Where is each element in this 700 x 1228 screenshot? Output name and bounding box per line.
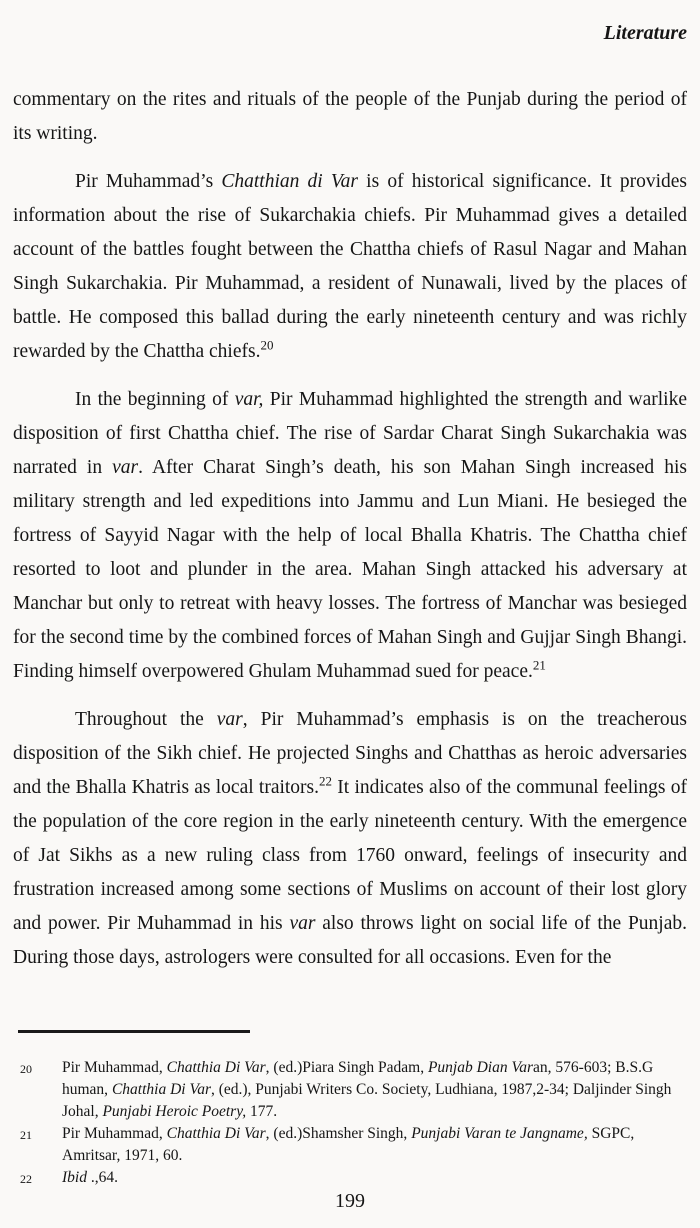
text-segment: In the beginning of bbox=[75, 389, 235, 410]
text-segment: Pir Muhammad’s bbox=[75, 171, 222, 192]
footnote-number: 21 bbox=[20, 1128, 32, 1142]
paragraph-4 bbox=[13, 703, 687, 975]
text-segment: an, 576-603; B.S.G human, bbox=[62, 1059, 654, 1098]
text-segment: .,64. bbox=[86, 1169, 118, 1186]
footnote-separator-rule bbox=[18, 1030, 250, 1033]
text-segment: Pir Muhammad, bbox=[62, 1125, 167, 1142]
page-content bbox=[13, 0, 687, 989]
text-segment: , (ed.)Shamsher Singh, bbox=[265, 1125, 412, 1142]
text-segment: commentary on the rites and rituals of the people of the Punjab during the period of its writing. bbox=[13, 89, 687, 144]
text-segment: Chatthian di Var bbox=[221, 171, 358, 192]
text-segment: Pir Muhammad highlighted the strength and warlike disposition of first Chattha chief. The rise of Sardar Charat Singh Sukarchakia was narrated in bbox=[13, 389, 687, 478]
footnote-marker: 22 bbox=[319, 773, 333, 789]
text-segment: 177. bbox=[246, 1103, 278, 1120]
text-segment: Punjabi Varan te Jangname, bbox=[411, 1125, 588, 1142]
page-number: 199 bbox=[335, 1190, 365, 1212]
footnote-22 bbox=[13, 1167, 687, 1189]
footnote-text bbox=[62, 1059, 671, 1120]
text-segment: SGPC, Amritsar, 1971, 60. bbox=[62, 1125, 635, 1164]
text-segment: Chatthia Di Var bbox=[166, 1059, 266, 1076]
text-segment: Chatthia Di Var bbox=[111, 1081, 211, 1098]
footnote-20 bbox=[13, 1057, 687, 1123]
footnotes-block bbox=[13, 1057, 687, 1189]
footnote-text bbox=[62, 1169, 118, 1186]
text-segment: , (ed.), Punjabi Writers Co. Society, Ludhiana, 1987,2-34; Daljinder Singh Johal, bbox=[62, 1081, 672, 1120]
paragraph-3 bbox=[13, 383, 687, 689]
text-segment: is of historical significance. It provides information about the rise of Sukarchakia chiefs. Pir Muhammad gives a detailed account of the battles fought between the Chattha chiefs of Rasul Nagar and Mahan Singh Sukarchakia. Pir Muhammad, a resident of Nunawali, lived by the places of battle. He composed this ballad during the early nineteenth century and was richly rewarded by the Chattha chiefs. bbox=[13, 171, 687, 362]
footnote-marker: 21 bbox=[532, 657, 546, 673]
text-segment: var bbox=[289, 913, 316, 934]
footnote-21 bbox=[13, 1123, 687, 1167]
text-segment: Throughout the bbox=[75, 709, 217, 730]
text-segment: It indicates also of the communal feelings of the population of the core region in the early nineteenth century. With the emergence of Jat Sikhs as a new ruling class from 1760 onward, feelings of insecurity and frustration increased among some sections of Muslims on account of their lost glory and power. Pir Muhammad in his bbox=[13, 777, 687, 934]
text-segment: var, bbox=[234, 389, 264, 410]
text-segment: Chatthia Di Var bbox=[166, 1125, 266, 1142]
paragraph-2 bbox=[13, 165, 687, 369]
footnote-text bbox=[62, 1125, 634, 1164]
text-segment: Punjabi Heroic Poetry, bbox=[102, 1103, 247, 1120]
footer-area bbox=[13, 1030, 687, 1228]
paragraph-1 bbox=[13, 83, 687, 151]
text-segment: . After Charat Singh’s death, his son Mahan Singh increased his military strength and led expeditions into Jammu and Lun Miani. He besieged the fortress of Sayyid Nagar with the help of local Bhalla Khatris. The Chattha chief resorted to loot and plunder in the area. Mahan Singh attacked his adversary at Manchar but only to retreat with heavy losses. The fortress of Manchar was besieged for the second time by the combined forces of Mahan Singh and Gujjar Singh Bhangi. Finding himself overpowered Ghulam Muhammad sued for peace. bbox=[13, 457, 687, 682]
footnote-number: 22 bbox=[20, 1172, 32, 1186]
text-segment: var bbox=[216, 709, 243, 730]
text-segment: , (ed.)Piara Singh Padam, bbox=[265, 1059, 428, 1076]
footnote-marker: 20 bbox=[260, 337, 274, 353]
text-segment: Punjab Dian Var bbox=[427, 1059, 534, 1076]
text-segment: also throws light on social life of the Punjab. During those days, astrologers were consulted for all occasions. Even for the bbox=[13, 913, 687, 968]
body-text bbox=[13, 83, 687, 975]
running-header: Literature bbox=[603, 22, 687, 44]
text-segment: Pir Muhammad, bbox=[62, 1059, 167, 1076]
text-segment: var bbox=[112, 457, 139, 478]
footnote-number: 20 bbox=[20, 1062, 32, 1076]
text-segment: Ibid bbox=[62, 1169, 87, 1186]
text-segment: , Pir Muhammad’s emphasis is on the treacherous disposition of the Sikh chief. He projected Singhs and Chatthas as heroic adversaries and the Bhalla Khatris as local traitors. bbox=[13, 709, 687, 798]
